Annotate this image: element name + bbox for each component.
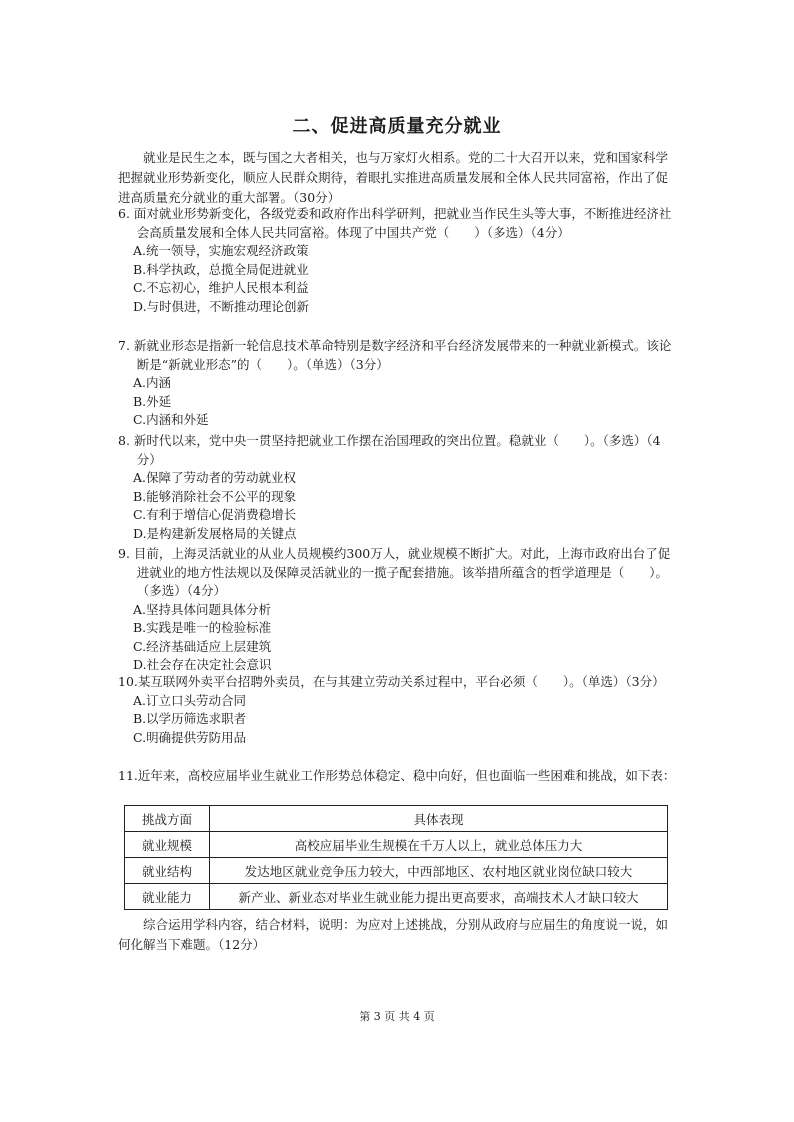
option-a: A.内涵: [133, 375, 172, 390]
question-10: [118, 673, 678, 747]
question-stem: 7. 新就业形态是指新一轮信息技术革命特别是数字经济和平台经济发展带来的一种就业新模式。该论断是“新就业形态”的（ ）。（单选）（3分）: [118, 338, 672, 372]
table-header: 具体表现: [210, 806, 668, 832]
option-d: D.与时俱进，不断推动理论创新: [133, 298, 310, 314]
table-row: [125, 884, 668, 910]
section-title: 二、促进高质量充分就业: [292, 116, 502, 137]
table-row: [125, 858, 668, 884]
question-stem: 6. 面对就业形势新变化，各级党委和政府作出科学研判，把就业当作民生头等大事，不断推进经济社会高质量发展和全体人民共同富裕。体现了中国共产党（ ）（多选）（4分）: [118, 206, 672, 240]
table-cell: 高校应届毕业生规模在千万人以上，就业总体压力大: [210, 832, 668, 858]
table-header-row: [125, 806, 668, 832]
option-a: A.统一领导，实施宏观经济政策: [133, 243, 309, 258]
option-a: A.订立口头劳动合同: [133, 692, 247, 708]
question-9: [118, 545, 678, 675]
option-a: A.保障了劳动者的劳动就业权: [133, 470, 297, 485]
question-7: [118, 337, 678, 430]
table-cell: 新产业、新业态对毕业生就业能力提出更高要求，高端技术人才缺口较大: [210, 884, 668, 910]
question-stem: 11.近年来，高校应届毕业生就业工作形势总体稳定、稳中向好，但也面临一些困难和挑战，如下表：: [118, 768, 676, 783]
question-stem: 10.某互联网外卖平台招聘外卖员，在与其建立劳动关系过程中，平台必须（ ）。（单选）（3分）: [118, 674, 665, 689]
question-stem: 8. 新时代以来，党中央一贯坚持把就业工作摆在治国理政的突出位置。稳就业（ ）。（多选）（4分）: [118, 433, 661, 467]
option-c: C.不忘初心，维护人民根本利益: [133, 280, 309, 295]
challenge-table: [124, 805, 668, 910]
option-b: B.科学执政，总揽全局促进就业: [133, 261, 309, 277]
option-a: A.坚持具体问题具体分析: [133, 601, 272, 617]
question-11-prompt: 综合运用学科内容，结合材料，说明：为应对上述挑战，分别从政府与应届生的角度说一说，如何化解当下难题。（12分）: [118, 917, 669, 952]
option-c: C.经济基础适应上层建筑: [133, 638, 272, 654]
question-6: [118, 205, 678, 316]
page-number: 第 3 页 共 4 页: [359, 1010, 435, 1023]
table-row: [125, 832, 668, 858]
question-11: [118, 767, 678, 786]
option-b: B.能够消除社会不公平的现象: [133, 488, 297, 504]
option-b: B.以学历筛选求职者: [133, 711, 247, 726]
table-header: 挑战方面: [125, 806, 210, 832]
option-d: D.社会存在决定社会意识: [133, 657, 272, 672]
table-cell: 就业能力: [125, 884, 210, 910]
table-cell: 就业结构: [125, 858, 210, 884]
table-cell: 就业规模: [125, 832, 210, 858]
table-cell: 发达地区就业竞争压力较大，中西部地区、农村地区就业岗位缺口较大: [210, 858, 668, 884]
option-c: C.内涵和外延: [133, 412, 209, 427]
intro-paragraph: 就业是民生之本，既与国之大者相关，也与万家灯火相系。党的二十大召开以来，党和国家科学把握就业形势新变化，顺应人民群众期待，着眼扎实推进高质量发展和全体人民共同富裕，作出了促进高质量充分就业的重大部署。（30分）: [118, 150, 669, 205]
option-c: C.明确提供劳防用品: [133, 729, 247, 745]
option-b: B.外延: [133, 393, 172, 409]
question-stem: 9. 目前，上海灵活就业的从业人员规模约300万人，就业规模不断扩大。对此，上海市政府出台了促进就业的地方性法规以及保障灵活就业的一揽子配套措施。该举措所蕴含的哲学道理是（ ）。（多选）（4分）: [118, 546, 671, 598]
option-d: D.是构建新发展格局的关键点: [133, 525, 297, 541]
option-c: C.有利于增信心促消费稳增长: [133, 507, 297, 522]
option-b: B.实践是唯一的检验标准: [133, 620, 272, 635]
question-8: [118, 432, 678, 543]
